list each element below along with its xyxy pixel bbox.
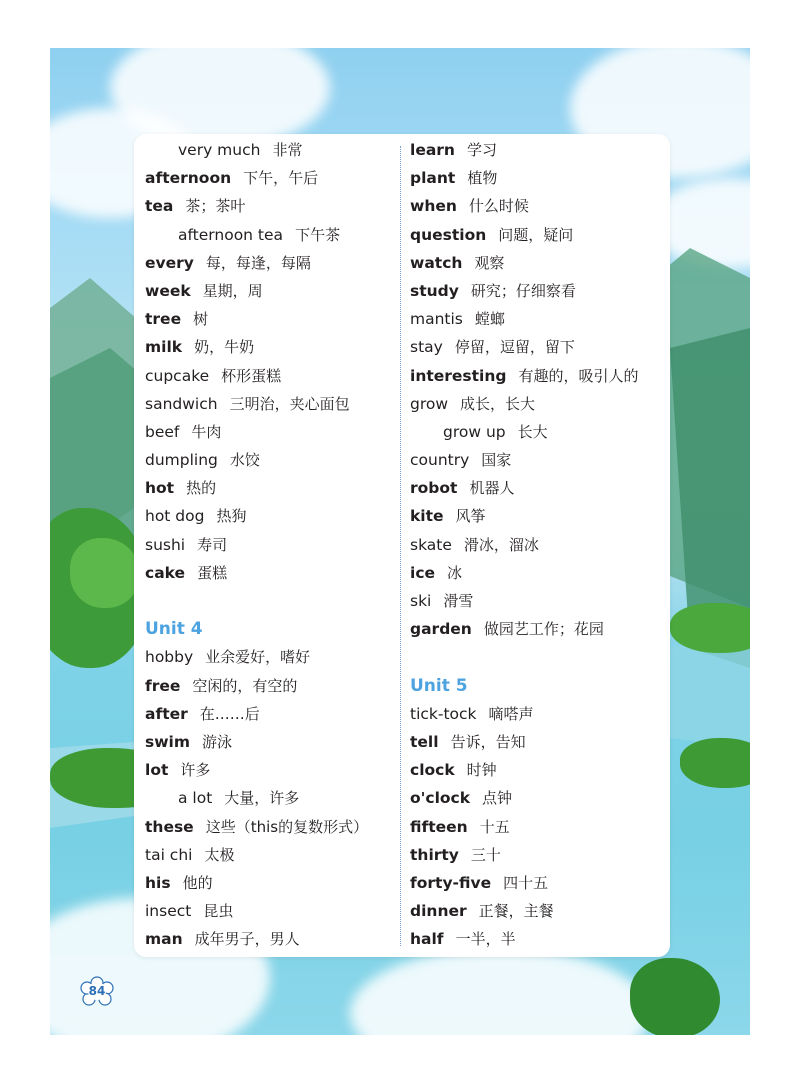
vocab-entry <box>410 333 665 361</box>
english-word: ski <box>410 592 432 610</box>
chinese-meaning: 告诉，告知 <box>450 732 526 751</box>
chinese-meaning: 点钟 <box>482 789 513 808</box>
vocab-entry <box>410 221 665 249</box>
vocab-entry <box>145 277 395 305</box>
vocab-entry <box>410 418 665 446</box>
vocab-entry <box>145 869 395 897</box>
vocab-entry <box>145 305 395 333</box>
english-word: stay <box>410 338 443 357</box>
english-word: afternoon tea <box>178 225 284 244</box>
chinese-meaning: 观察 <box>474 253 505 272</box>
vocab-entry <box>410 531 665 559</box>
vocab-entry <box>145 559 395 587</box>
vocab-entry <box>410 925 665 953</box>
english-word: tick-tock <box>410 704 477 723</box>
chinese-meaning: 昆虫 <box>203 902 234 921</box>
chinese-meaning: 奶，牛奶 <box>194 338 255 357</box>
vocab-entry <box>410 277 665 305</box>
chinese-meaning: 长大 <box>517 422 548 441</box>
vocab-entry <box>145 333 395 361</box>
vocab-entry <box>410 559 665 587</box>
english-word: o'clock <box>410 789 471 808</box>
english-word: interesting <box>410 366 507 385</box>
chinese-meaning: 太极 <box>204 845 235 864</box>
english-word: after <box>145 704 188 723</box>
english-word: these <box>145 817 194 836</box>
vocab-entry <box>145 221 395 249</box>
english-word: man <box>145 930 183 949</box>
english-word: free <box>145 676 181 695</box>
chinese-meaning: 许多 <box>180 761 211 780</box>
chinese-meaning: 寿司 <box>197 535 228 554</box>
vocab-entry <box>145 841 395 869</box>
chinese-meaning: 冰 <box>447 563 463 582</box>
vocab-entry <box>145 925 395 953</box>
spacer <box>410 643 665 671</box>
chinese-meaning: 水饺 <box>229 451 260 470</box>
unit-heading: Unit 4 <box>145 619 203 640</box>
english-word: sandwich <box>145 394 218 413</box>
vocab-entry <box>410 700 665 728</box>
english-word: tea <box>145 197 174 216</box>
vocab-entry <box>145 784 395 812</box>
vocab-entry <box>410 502 665 530</box>
chinese-meaning: 树 <box>193 310 209 329</box>
chinese-meaning: 滑雪 <box>443 592 474 610</box>
english-word: study <box>410 281 459 300</box>
vocab-entry <box>410 587 665 615</box>
chinese-meaning: 什么时候 <box>468 197 529 216</box>
chinese-meaning: 有趣的，吸引人的 <box>518 366 639 385</box>
chinese-meaning: 嘀嗒声 <box>488 704 534 723</box>
vocab-entry <box>145 756 395 784</box>
chinese-meaning: 成年男子，男人 <box>194 930 300 949</box>
vocab-entry <box>410 305 665 333</box>
english-word: dumpling <box>145 451 218 470</box>
english-word: lot <box>145 761 169 780</box>
vocab-entry <box>410 446 665 474</box>
english-word: forty-five <box>410 873 492 892</box>
chinese-meaning: 成长，长大 <box>460 394 536 413</box>
english-word: half <box>410 930 444 949</box>
unit-heading: Unit 5 <box>410 675 468 696</box>
chinese-meaning: 国家 <box>481 451 512 470</box>
english-word: every <box>145 253 194 272</box>
vocab-entry <box>145 531 395 559</box>
vocab-entry <box>145 164 395 192</box>
vocab-entry <box>145 474 395 502</box>
vocab-entry <box>410 192 665 220</box>
english-word: question <box>410 225 487 244</box>
vocab-entry <box>410 813 665 841</box>
chinese-meaning: 正餐，主餐 <box>478 902 554 921</box>
vocab-entry <box>410 474 665 502</box>
english-word: very much <box>178 141 261 159</box>
vocab-entry <box>145 643 395 671</box>
vocab-entry <box>410 164 665 192</box>
chinese-meaning: 牛肉 <box>191 422 222 441</box>
chinese-meaning: 三明治，夹心面包 <box>229 394 350 413</box>
english-word: week <box>145 281 191 300</box>
chinese-meaning: 三十 <box>470 845 501 864</box>
english-word: afternoon <box>145 169 232 188</box>
english-word: country <box>410 451 470 470</box>
english-word: fifteen <box>410 817 468 836</box>
chinese-meaning: 机器人 <box>469 479 515 498</box>
english-word: hot dog <box>145 507 205 526</box>
english-word: kite <box>410 507 444 526</box>
english-word: ice <box>410 563 436 582</box>
vocab-entry <box>410 362 665 390</box>
english-word: mantis <box>410 310 463 329</box>
chinese-meaning: 四十五 <box>503 873 549 892</box>
vocab-entry <box>145 728 395 756</box>
chinese-meaning: 业余爱好，嗜好 <box>205 648 311 667</box>
page-number-badge <box>80 976 114 1006</box>
english-word: thirty <box>410 845 459 864</box>
english-word: tree <box>145 310 182 329</box>
english-word: plant <box>410 169 456 188</box>
english-word: dinner <box>410 902 467 921</box>
english-word: hot <box>145 479 175 498</box>
chinese-meaning: 热的 <box>186 479 217 498</box>
page-number: 84 <box>88 984 106 998</box>
vocab-entry <box>410 869 665 897</box>
chinese-meaning: 十五 <box>479 817 510 836</box>
vocab-entry <box>410 756 665 784</box>
english-word: clock <box>410 761 455 780</box>
chinese-meaning: 做园艺工作；花园 <box>483 620 604 639</box>
english-word: sushi <box>145 535 186 554</box>
chinese-meaning: 下午茶 <box>295 225 341 244</box>
vocab-entry <box>145 362 395 390</box>
chinese-meaning: 风筝 <box>455 507 486 526</box>
english-word: tell <box>410 732 439 751</box>
english-word: grow up <box>443 422 506 441</box>
vocab-entry <box>410 784 665 812</box>
chinese-meaning: 星期，周 <box>202 281 263 300</box>
chinese-meaning: 停留，逗留，留下 <box>454 338 575 357</box>
vocab-entry <box>410 390 665 418</box>
english-word: cupcake <box>145 366 210 385</box>
column-divider <box>400 146 401 946</box>
chinese-meaning: 滑冰，溜冰 <box>463 535 539 554</box>
chinese-meaning: 空闲的，有空的 <box>192 676 298 695</box>
chinese-meaning: 下午，午后 <box>243 169 319 188</box>
chinese-meaning: 蛋糕 <box>197 563 228 582</box>
english-word: garden <box>410 620 472 639</box>
vocab-entry <box>410 615 665 643</box>
chinese-meaning: 他的 <box>182 873 213 892</box>
chinese-meaning: 研究；仔细察看 <box>470 281 576 300</box>
english-word: tai chi <box>145 845 193 864</box>
chinese-meaning: 杯形蛋糕 <box>221 366 282 385</box>
english-word: learn <box>410 141 455 159</box>
chinese-meaning: 问题，疑问 <box>498 225 574 244</box>
vocab-entry <box>410 841 665 869</box>
chinese-meaning: 每，每逢，每隔 <box>205 253 311 272</box>
english-word: insect <box>145 902 192 921</box>
chinese-meaning: 茶；茶叶 <box>185 197 246 216</box>
english-word: robot <box>410 479 458 498</box>
english-word: his <box>145 873 171 892</box>
vocab-entry <box>145 136 395 164</box>
chinese-meaning: 螳螂 <box>474 310 505 329</box>
chinese-meaning: 这些（this的复数形式） <box>205 817 369 836</box>
spacer <box>145 587 395 615</box>
right-column <box>410 136 665 953</box>
vocab-entry <box>145 502 395 530</box>
english-word: beef <box>145 422 180 441</box>
chinese-meaning: 游泳 <box>202 732 233 751</box>
left-column <box>145 136 395 953</box>
chinese-meaning: 植物 <box>467 169 498 188</box>
vocab-entry <box>410 249 665 277</box>
vocab-entry <box>145 192 395 220</box>
vocab-entry <box>410 897 665 925</box>
chinese-meaning: 在……后 <box>199 704 260 723</box>
chinese-meaning: 学习 <box>466 141 497 159</box>
vocab-entry <box>145 390 395 418</box>
chinese-meaning: 大量，许多 <box>224 789 300 808</box>
chinese-meaning: 热狗 <box>216 507 247 526</box>
english-word: when <box>410 197 457 216</box>
english-word: milk <box>145 338 183 357</box>
english-word: skate <box>410 535 452 554</box>
vocab-entry <box>145 446 395 474</box>
vocab-entry <box>410 136 665 164</box>
vocab-entry <box>145 249 395 277</box>
vocab-entry <box>410 728 665 756</box>
chinese-meaning: 非常 <box>272 141 303 159</box>
chinese-meaning: 一半，半 <box>455 930 516 949</box>
english-word: grow <box>410 394 449 413</box>
english-word: swim <box>145 732 191 751</box>
vocab-entry <box>145 418 395 446</box>
vocab-entry <box>145 700 395 728</box>
english-word: hobby <box>145 648 194 667</box>
vocab-entry <box>145 897 395 925</box>
english-word: watch <box>410 253 463 272</box>
vocab-entry <box>145 813 395 841</box>
chinese-meaning: 时钟 <box>466 761 497 780</box>
english-word: cake <box>145 563 186 582</box>
vocab-entry <box>145 672 395 700</box>
english-word: a lot <box>178 789 213 808</box>
